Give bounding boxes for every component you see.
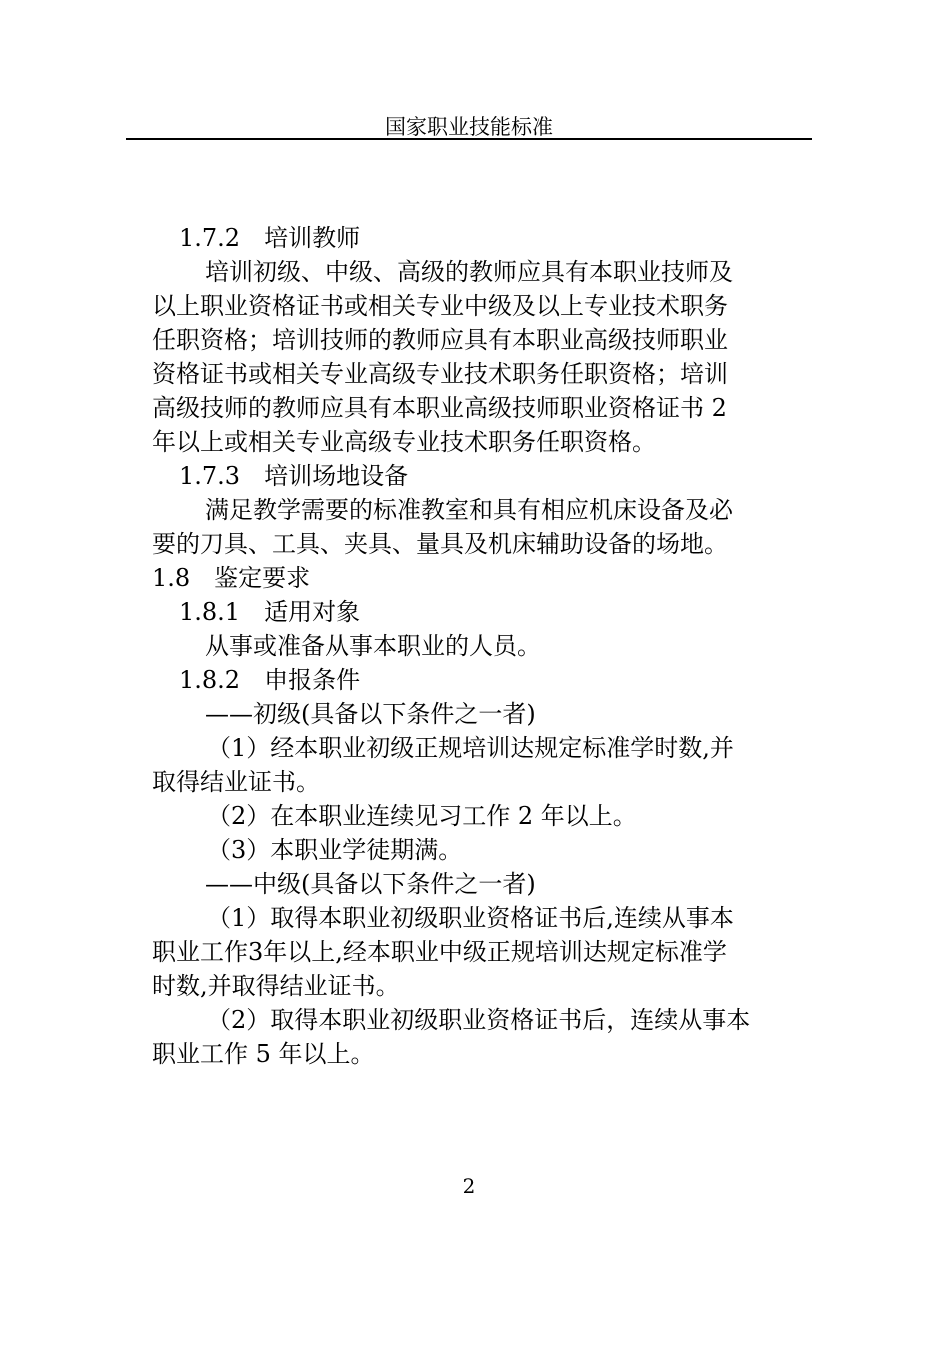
- level-heading-junior: ——初级(具备以下条件之一者): [205, 700, 536, 728]
- text-line: 以上职业资格证书或相关专业中级及以上专业技术职务: [152, 292, 728, 320]
- text-line: 职业工作3年以上,经本职业中级正规培训达规定标准学: [152, 938, 727, 966]
- text-line: 培训初级、中级、高级的教师应具有本职业技师及: [205, 258, 733, 286]
- text-line: 资格证书或相关专业高级专业技术职务任职资格；培训: [152, 360, 728, 388]
- heading-1-7-3: 1.7.3 培训场地设备: [179, 462, 409, 490]
- running-header: 国家职业技能标准: [385, 115, 553, 139]
- text-line: 年以上或相关专业高级专业技术职务任职资格。: [152, 428, 656, 456]
- text-line: 职业工作 5 年以上。: [152, 1040, 375, 1068]
- condition-item: （1）取得本职业初级职业资格证书后,连续从事本: [207, 904, 734, 932]
- condition-item: （3）本职业学徒期满。: [207, 836, 463, 864]
- text-line: 从事或准备从事本职业的人员。: [205, 632, 541, 660]
- heading-1-8: 1.8 鉴定要求: [152, 564, 311, 592]
- condition-item: （2）取得本职业初级职业资格证书后，连续从事本: [207, 1006, 751, 1034]
- level-heading-intermediate: ——中级(具备以下条件之一者): [205, 870, 536, 898]
- page-number: 2: [462, 1174, 476, 1198]
- text-line: 时数,并取得结业证书。: [152, 972, 400, 1000]
- heading-1-8-2: 1.8.2 申报条件: [179, 666, 361, 694]
- text-line: 要的刀具、工具、夹具、量具及机床辅助设备的场地。: [152, 530, 728, 558]
- condition-item: （1）经本职业初级正规培训达规定标准学时数,并: [207, 734, 734, 762]
- text-line: 满足教学需要的标准教室和具有相应机床设备及必: [205, 496, 733, 524]
- text-line: 任职资格；培训技师的教师应具有本职业高级技师职业: [152, 326, 728, 354]
- header-rule: [126, 138, 812, 140]
- heading-1-8-1: 1.8.1 适用对象: [179, 598, 361, 626]
- document-body: [152, 221, 812, 1071]
- text-line: 高级技师的教师应具有本职业高级技师职业资格证书 2: [152, 394, 727, 422]
- text-line: 取得结业证书。: [152, 768, 320, 796]
- heading-1-7-2: 1.7.2 培训教师: [179, 224, 361, 252]
- condition-item: （2）在本职业连续见习工作 2 年以上。: [207, 802, 637, 830]
